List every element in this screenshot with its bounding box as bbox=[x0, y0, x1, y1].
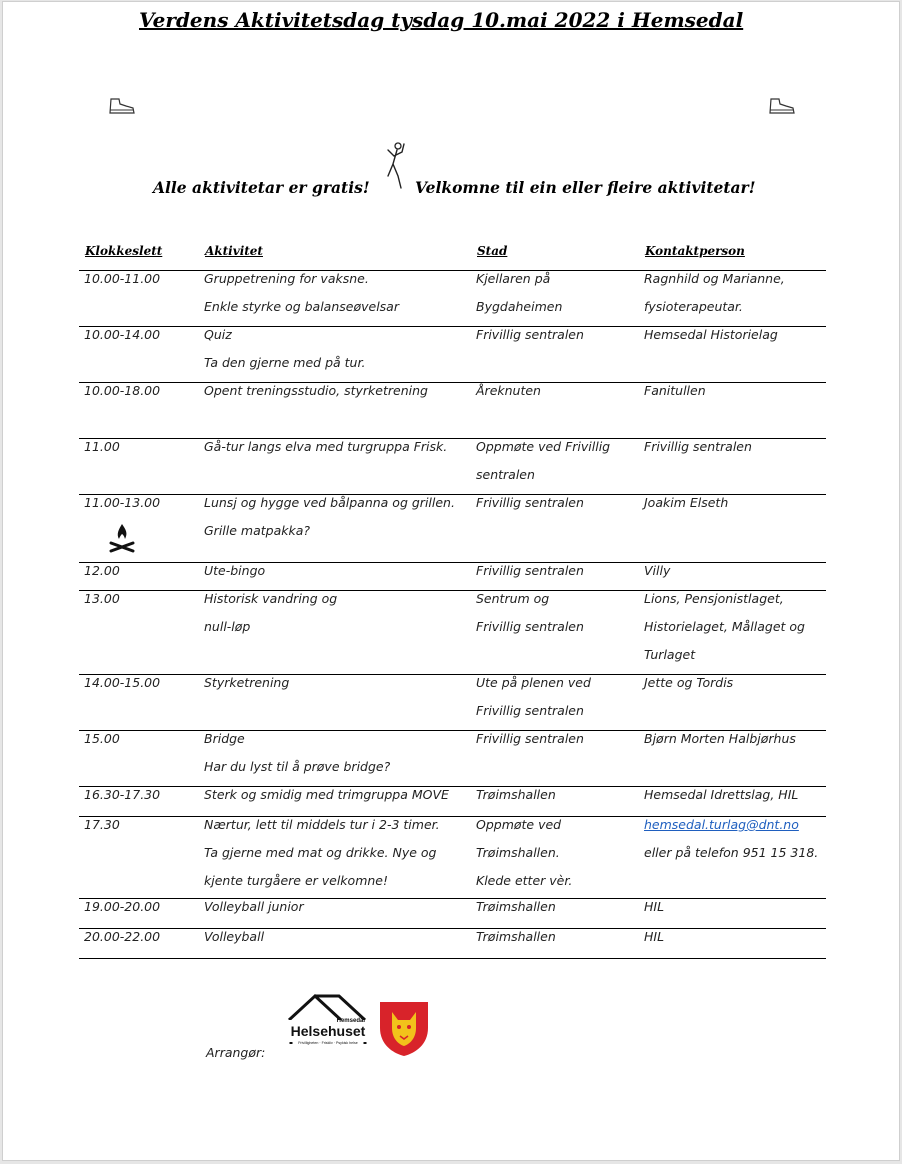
cell-activity: kjente turgåere er velkomne! bbox=[204, 873, 388, 888]
cell-contact: Jette og Tordis bbox=[644, 675, 734, 690]
column-header-activity: Aktivitet bbox=[205, 244, 263, 258]
cell-contact: HIL bbox=[644, 929, 665, 944]
cell-activity: Grille matpakka? bbox=[204, 523, 311, 538]
cell-activity: Har du lyst til å prøve bridge? bbox=[204, 759, 391, 774]
page-title: Verdens Aktivitetsdag tysdag 10.mai 2022 i Hemsedal bbox=[139, 8, 744, 32]
cell-place: Frivillig sentralen bbox=[476, 703, 584, 718]
cell-activity: Nærtur, lett til middels tur i 2-3 timer. bbox=[204, 817, 440, 832]
cell-activity: Ta den gjerne med på tur. bbox=[204, 355, 366, 370]
cell-place: Frivillig sentralen bbox=[476, 495, 584, 510]
cell-time: 20.00-22.00 bbox=[84, 929, 161, 944]
cell-activity: Quiz bbox=[204, 327, 232, 342]
cell-contact: Turlaget bbox=[644, 647, 696, 662]
cell-place: Sentrum og bbox=[476, 591, 550, 606]
cell-place: Trøimshallen bbox=[476, 929, 556, 944]
cell-activity: Ta gjerne med mat og drikke. Nye og bbox=[204, 845, 437, 860]
cell-place: Frivillig sentralen bbox=[476, 327, 584, 342]
cell-contact: Joakim Elseth bbox=[644, 495, 729, 510]
cell-time: 10.00-11.00 bbox=[84, 271, 161, 286]
organizer-label: Arrangør: bbox=[206, 1045, 266, 1060]
column-header-place: Stad bbox=[477, 244, 508, 258]
logo-text-main: Helsehuset bbox=[290, 1023, 366, 1039]
cell-contact: Lions, Pensjonistlaget, bbox=[644, 591, 784, 606]
cell-place: Klede etter vèr. bbox=[476, 873, 573, 888]
cell-time: 10.00-18.00 bbox=[84, 383, 161, 398]
cell-activity: Opent treningsstudio, styrketrening bbox=[204, 383, 428, 398]
cell-contact: Hemsedal Idrettslag, HIL bbox=[644, 787, 799, 802]
cell-time: 14.00-15.00 bbox=[84, 675, 161, 690]
cell-activity: Enkle styrke og balanseøvelsar bbox=[204, 299, 399, 314]
cell-activity: Historisk vandring og bbox=[204, 591, 338, 606]
cell-time: 17.30 bbox=[84, 817, 120, 832]
cell-contact: Fanitullen bbox=[644, 383, 706, 398]
cell-activity: Sterk og smidig med trimgruppa MOVE bbox=[204, 787, 449, 802]
subtitle-free: Alle aktivitetar er gratis! bbox=[153, 178, 370, 197]
row-rule bbox=[79, 562, 826, 563]
cell-place: Trøimshallen bbox=[476, 787, 556, 802]
campfire-icon bbox=[107, 521, 137, 553]
column-header-contact: Kontaktperson bbox=[645, 244, 745, 258]
cell-activity: Lunsj og hygge ved bålpanna og grillen. bbox=[204, 495, 455, 510]
cell-place: sentralen bbox=[476, 467, 535, 482]
document-page bbox=[2, 1, 900, 1161]
cell-contact: Hemsedal Historielag bbox=[644, 327, 778, 342]
cell-activity: Bridge bbox=[204, 731, 245, 746]
cell-activity: Gruppetrening for vaksne. bbox=[204, 271, 369, 286]
cell-place: Åreknuten bbox=[476, 383, 541, 398]
cell-place: Ute på plenen ved bbox=[476, 675, 591, 690]
cell-contact: Historielaget, Mållaget og bbox=[644, 619, 805, 634]
cell-contact: Frivillig sentralen bbox=[644, 439, 752, 454]
logo-text-bottom: Frivilligheten · Friskliv · Psykisk helse bbox=[298, 1041, 358, 1045]
running-figure-icon bbox=[383, 140, 407, 194]
cell-time: 13.00 bbox=[84, 591, 120, 606]
cell-activity: Volleyball junior bbox=[204, 899, 304, 914]
cell-time: 19.00-20.00 bbox=[84, 899, 161, 914]
cell-activity: Ute-bingo bbox=[204, 563, 266, 578]
cell-contact: fysioterapeutar. bbox=[644, 299, 743, 314]
hiking-boot-icon-left bbox=[108, 96, 136, 116]
cell-contact: Bjørn Morten Halbjørhus bbox=[644, 731, 796, 746]
cell-time: 11.00 bbox=[84, 439, 120, 454]
cell-contact: HIL bbox=[644, 899, 665, 914]
cell-place: Oppmøte ved Frivillig bbox=[476, 439, 611, 454]
cell-time: 16.30-17.30 bbox=[84, 787, 161, 802]
cell-time: 15.00 bbox=[84, 731, 120, 746]
cell-place: Trøimshallen. bbox=[476, 845, 560, 860]
cell-time: 11.00-13.00 bbox=[84, 495, 161, 510]
cell-activity: Volleyball bbox=[204, 929, 265, 944]
cell-contact: Villy bbox=[644, 563, 671, 578]
cell-place: Kjellaren på bbox=[476, 271, 551, 286]
row-rule bbox=[79, 382, 826, 383]
row-rule bbox=[79, 958, 826, 959]
cell-activity: Gå-tur langs elva med turgruppa Frisk. bbox=[204, 439, 448, 454]
subtitle-welcome: Velkomne til ein eller fleire aktivitetar! bbox=[415, 178, 756, 197]
cell-place: Frivillig sentralen bbox=[476, 563, 584, 578]
cell-place: Oppmøte ved bbox=[476, 817, 562, 832]
column-header-time: Klokkeslett bbox=[85, 244, 163, 258]
hemsedal-coat-of-arms-icon bbox=[376, 998, 432, 1058]
cell-place: Bygdaheimen bbox=[476, 299, 563, 314]
cell-place: Frivillig sentralen bbox=[476, 731, 584, 746]
cell-activity: null-løp bbox=[204, 619, 251, 634]
cell-place: Frivillig sentralen bbox=[476, 619, 584, 634]
cell-contact: eller på telefon 951 15 318. bbox=[644, 845, 819, 860]
row-rule bbox=[79, 928, 826, 929]
cell-time: 12.00 bbox=[84, 563, 120, 578]
hiking-boot-icon-right bbox=[768, 96, 796, 116]
cell-contact: Ragnhild og Marianne, bbox=[644, 271, 785, 286]
cell-activity: Styrketrening bbox=[204, 675, 290, 690]
email-link[interactable]: hemsedal.turlag@dnt.no bbox=[644, 817, 799, 832]
cell-place: Trøimshallen bbox=[476, 899, 556, 914]
cell-time: 10.00-14.00 bbox=[84, 327, 161, 342]
helsehuset-logo bbox=[285, 992, 369, 1052]
logo-text-top: Hemsedal bbox=[336, 1018, 365, 1024]
row-rule bbox=[79, 898, 826, 899]
